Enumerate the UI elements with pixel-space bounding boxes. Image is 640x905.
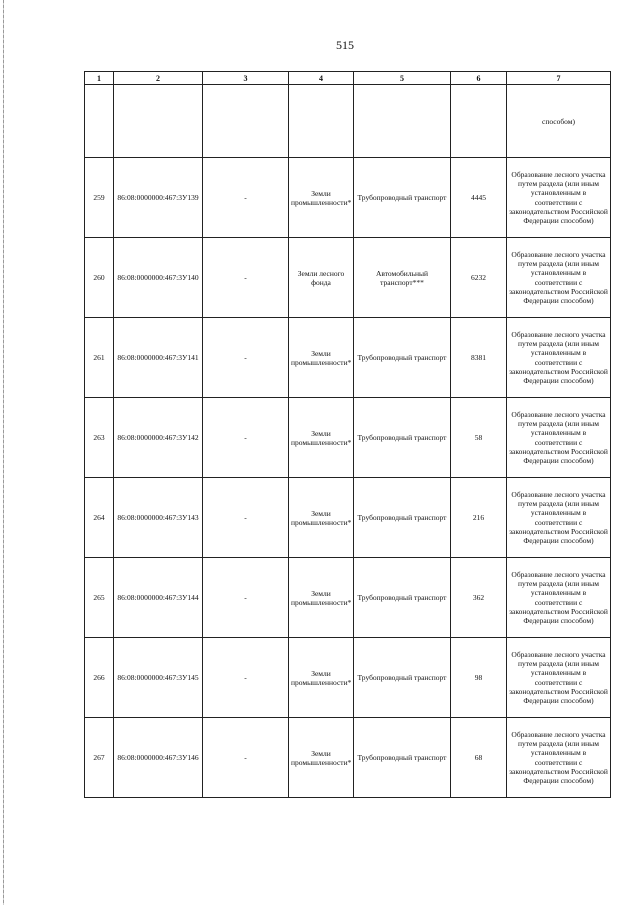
column-header: 2 (114, 72, 203, 85)
usage-type: Трубопроводный транспорт (354, 558, 451, 638)
plot-number: 261 (85, 318, 114, 398)
area-value: 98 (451, 638, 507, 718)
usage-type: Трубопроводный транспорт (354, 398, 451, 478)
land-category: Земли промышленности* (289, 558, 354, 638)
plot-number: 260 (85, 238, 114, 318)
table-row (85, 158, 611, 238)
formation-method: Образование лесного участка путем раздела (или иным установленным в соответствии с законодательством Российской Федерации способом) (507, 558, 611, 638)
column-header: 3 (203, 72, 289, 85)
area-value: 68 (451, 718, 507, 798)
cadastral-number: 86:08:0000000:467:3У146 (114, 718, 203, 798)
land-category: Земли промышленности* (289, 398, 354, 478)
usage-type: Трубопроводный транспорт (354, 718, 451, 798)
land-category: Земли промышленности* (289, 478, 354, 558)
table-row (85, 478, 611, 558)
empty-marker: - (203, 318, 289, 398)
column-header: 4 (289, 72, 354, 85)
continuation-row (85, 85, 611, 158)
land-plots-table (84, 71, 611, 798)
land-category: Земли лесного фонда (289, 238, 354, 318)
area-value: 6232 (451, 238, 507, 318)
empty-marker: - (203, 238, 289, 318)
scan-edge (3, 0, 4, 905)
area-value: 8381 (451, 318, 507, 398)
column-header: 6 (451, 72, 507, 85)
column-header: 1 (85, 72, 114, 85)
usage-type: Автомобильный транспорт*** (354, 238, 451, 318)
plot-number: 265 (85, 558, 114, 638)
cadastral-number: 86:08:0000000:467:3У141 (114, 318, 203, 398)
cadastral-number: 86:08:0000000:467:3У140 (114, 238, 203, 318)
plot-number: 259 (85, 158, 114, 238)
table-cell (203, 85, 289, 158)
formation-method: Образование лесного участка путем раздела (или иным установленным в соответствии с законодательством Российской Федерации способом) (507, 318, 611, 398)
land-category: Земли промышленности* (289, 158, 354, 238)
cadastral-number: 86:08:0000000:467:3У142 (114, 398, 203, 478)
formation-method: Образование лесного участка путем раздела (или иным установленным в соответствии с законодательством Российской Федерации способом) (507, 478, 611, 558)
usage-type: Трубопроводный транспорт (354, 158, 451, 238)
table-row (85, 238, 611, 318)
cadastral-number: 86:08:0000000:467:3У144 (114, 558, 203, 638)
cadastral-number: 86:08:0000000:467:3У143 (114, 478, 203, 558)
area-value: 216 (451, 478, 507, 558)
table-cell (451, 85, 507, 158)
table-header-row (85, 72, 611, 85)
table-cell (354, 85, 451, 158)
column-header: 7 (507, 72, 611, 85)
empty-marker: - (203, 718, 289, 798)
area-value: 4445 (451, 158, 507, 238)
table-cell (85, 85, 114, 158)
cadastral-number: 86:08:0000000:467:3У139 (114, 158, 203, 238)
land-category: Земли промышленности* (289, 318, 354, 398)
land-category: Земли промышленности* (289, 638, 354, 718)
table-row (85, 398, 611, 478)
plot-number: 266 (85, 638, 114, 718)
table-cell (289, 85, 354, 158)
land-category: Земли промышленности* (289, 718, 354, 798)
table-row (85, 558, 611, 638)
table-row (85, 318, 611, 398)
table-row (85, 638, 611, 718)
formation-method: Образование лесного участка путем раздела (или иным установленным в соответствии с законодательством Российской Федерации способом) (507, 398, 611, 478)
plot-number: 264 (85, 478, 114, 558)
empty-marker: - (203, 638, 289, 718)
usage-type: Трубопроводный транспорт (354, 638, 451, 718)
usage-type: Трубопроводный транспорт (354, 318, 451, 398)
cadastral-number: 86:08:0000000:467:3У145 (114, 638, 203, 718)
table-cell (114, 85, 203, 158)
usage-type: Трубопроводный транспорт (354, 478, 451, 558)
column-header: 5 (354, 72, 451, 85)
empty-marker: - (203, 398, 289, 478)
plot-number: 267 (85, 718, 114, 798)
formation-method: Образование лесного участка путем раздела (или иным установленным в соответствии с законодательством Российской Федерации способом) (507, 238, 611, 318)
continuation-text: способом) (507, 85, 611, 158)
empty-marker: - (203, 558, 289, 638)
plot-number: 263 (85, 398, 114, 478)
empty-marker: - (203, 158, 289, 238)
table-row (85, 718, 611, 798)
formation-method: Образование лесного участка путем раздела (или иным установленным в соответствии с законодательством Российской Федерации способом) (507, 158, 611, 238)
area-value: 362 (451, 558, 507, 638)
formation-method: Образование лесного участка путем раздела (или иным установленным в соответствии с законодательством Российской Федерации способом) (507, 718, 611, 798)
empty-marker: - (203, 478, 289, 558)
area-value: 58 (451, 398, 507, 478)
page-number: 515 (336, 38, 354, 52)
formation-method: Образование лесного участка путем раздела (или иным установленным в соответствии с законодательством Российской Федерации способом) (507, 638, 611, 718)
